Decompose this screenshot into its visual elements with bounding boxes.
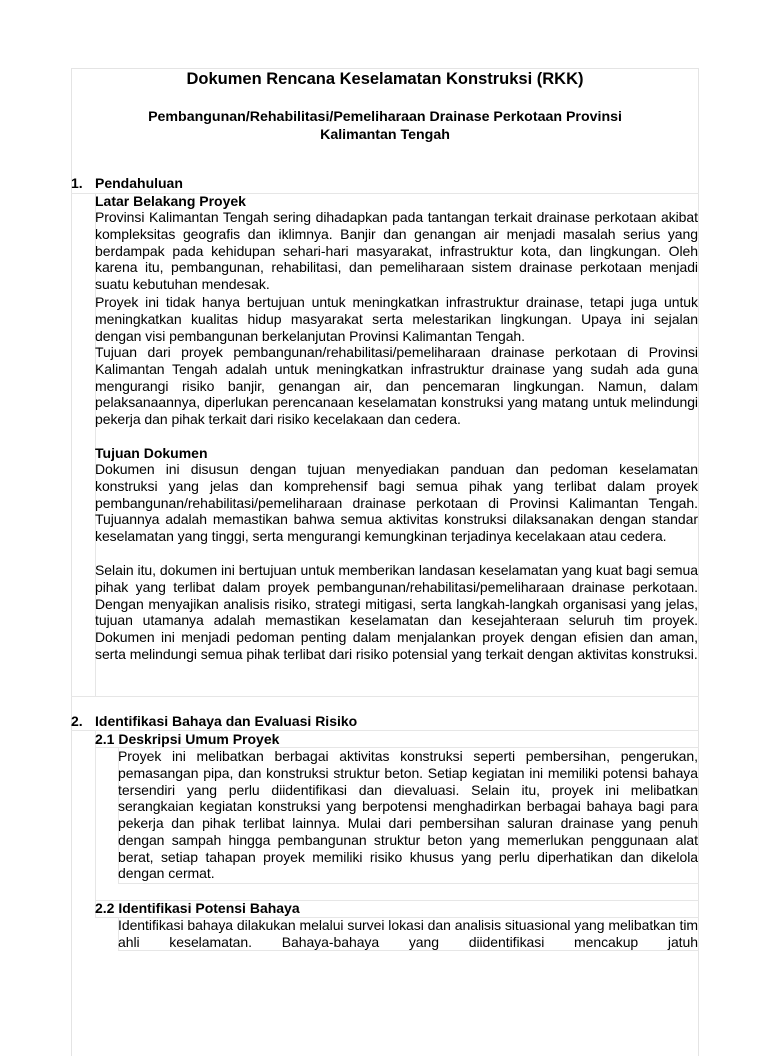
latar-paragraph-2: Proyek ini tidak hanya bertujuan untuk meningkatkan infrastruktur drainase, tetapi juga untuk meningkatkan kualitas hidup masyarakat serta melestarikan lingkungan. Upaya ini sejalan dengan visi pembangunan berkelanjutan Provinsi Kalimantan Tengah. (95, 294, 698, 344)
section-1-title: Pendahuluan (95, 175, 183, 191)
section-2-number: 2. (71, 713, 83, 729)
row-divider (71, 696, 699, 697)
deskripsi-umum-heading: 2.1 Deskripsi Umum Proyek (95, 731, 280, 747)
document-subtitle: Pembangunan/Rehabilitasi/Pemeliharaan Drainase Perkotaan Provinsi Kalimantan Tengah (148, 109, 622, 143)
latar-paragraph-3: Tujuan dari proyek pembangunan/rehabilitasi/pemeliharaan drainase perkotaan di Provinsi Kalimantan Tengah adalah untuk meningkatkan infrastruktur drainase yang sudah ada guna mengurangi risiko banjir, genangan air, dan pencemaran lingkungan. Namun, dalam pelaksanaannya, diperlukan perencanaan keselamatan konstruksi yang matang untuk melindungi pekerja dan pihak terkait dari risiko kecelakaan dan cedera. (95, 344, 698, 427)
latar-belakang-heading: Latar Belakang Proyek (95, 193, 246, 209)
deskripsi-umum-paragraph: Proyek ini melibatkan berbagai aktivitas konstruksi seperti pembersihan, pengerukan, pemasangan pipa, dan konstruksi struktur beton. Setiap kegiatan ini memiliki potensi bahaya tersendiri yang perlu diidentifikasi dan dievaluasi. Selain itu, proyek ini melibatkan serangkaian kegiatan konstruksi yang berpotensi menghadirkan berbagai bahaya bagi para pekerja dan pihak terlibat lainnya. Mulai dari pembersihan saluran drainase yang penuh dengan sampah hingga pembangunan struktur beton yang memerlukan penggunaan alat berat, setiap tahapan proyek memiliki risiko khusus yang perlu diperhatikan dan dikelola dengan cermat. (118, 748, 698, 882)
document-title: Dokumen Rencana Keselamatan Konstruksi (RKK) (186, 70, 584, 88)
section-2-title: Identifikasi Bahaya dan Evaluasi Risiko (95, 713, 358, 729)
identifikasi-potensi-paragraph: Identifikasi bahaya dilakukan melalui survei lokasi dan analisis situasional yang melibatkan tim ahli keselamatan. Bahaya-bahaya yang diidentifikasi mencakup jatuh (118, 917, 698, 950)
tujuan-paragraph-1: Dokumen ini disusun dengan tujuan menyediakan panduan dan pedoman keselamatan konstruksi yang jelas dan komprehensif bagi semua pihak yang terlibat dalam proyek pembangunan/rehabilitasi/pemeliharaan drainase perkotaan di Provinsi Kalimantan Tengah. Tujuannya adalah memastikan bahwa semua aktivitas konstruksi dilaksanakan dengan standar keselamatan yang tinggi, serta mengurangi kemungkinan terjadinya kecelakaan atau cedera. (95, 461, 698, 544)
section-1-number: 1. (71, 175, 83, 191)
column-divider (95, 730, 96, 917)
row-divider (118, 883, 699, 884)
tujuan-paragraph-2: Selain itu, dokumen ini bertujuan untuk memberikan landasan keselamatan yang kuat bagi semua pihak yang terlibat dalam proyek pembangunan/rehabilitasi/pemeliharaan drainase perkotaan. Dengan menyajikan analisis risiko, strategi mitigasi, serta langkah-langkah organisasi yang jelas, tujuan utamanya adalah memastikan keselamatan dan kesejahteraan seluruh tim proyek. Dokumen ini menjadi pedoman penting dalam menjalankan proyek dengan efisien dan aman, serta melindungi semua pihak terlibat dari risiko potensial yang terkait dengan aktivitas konstruksi. (95, 562, 698, 662)
identifikasi-potensi-heading: 2.2 Identifikasi Potensi Bahaya (95, 900, 300, 916)
latar-paragraph-1: Provinsi Kalimantan Tengah sering dihadapkan pada tantangan terkait drainase perkotaan akibat kompleksitas geografis dan iklimnya. Banjir dan genangan air menjadi masalah serius yang berdampak pada kehidupan sehari-hari masyarakat, infrastruktur kota, dan lingkungan. Oleh karena itu, pembangunan, rehabilitasi, dan pemeliharaan sistem drainase perkotaan menjadi suatu kebutuhan mendesak. (95, 209, 698, 292)
tujuan-dokumen-heading: Tujuan Dokumen (95, 445, 208, 461)
